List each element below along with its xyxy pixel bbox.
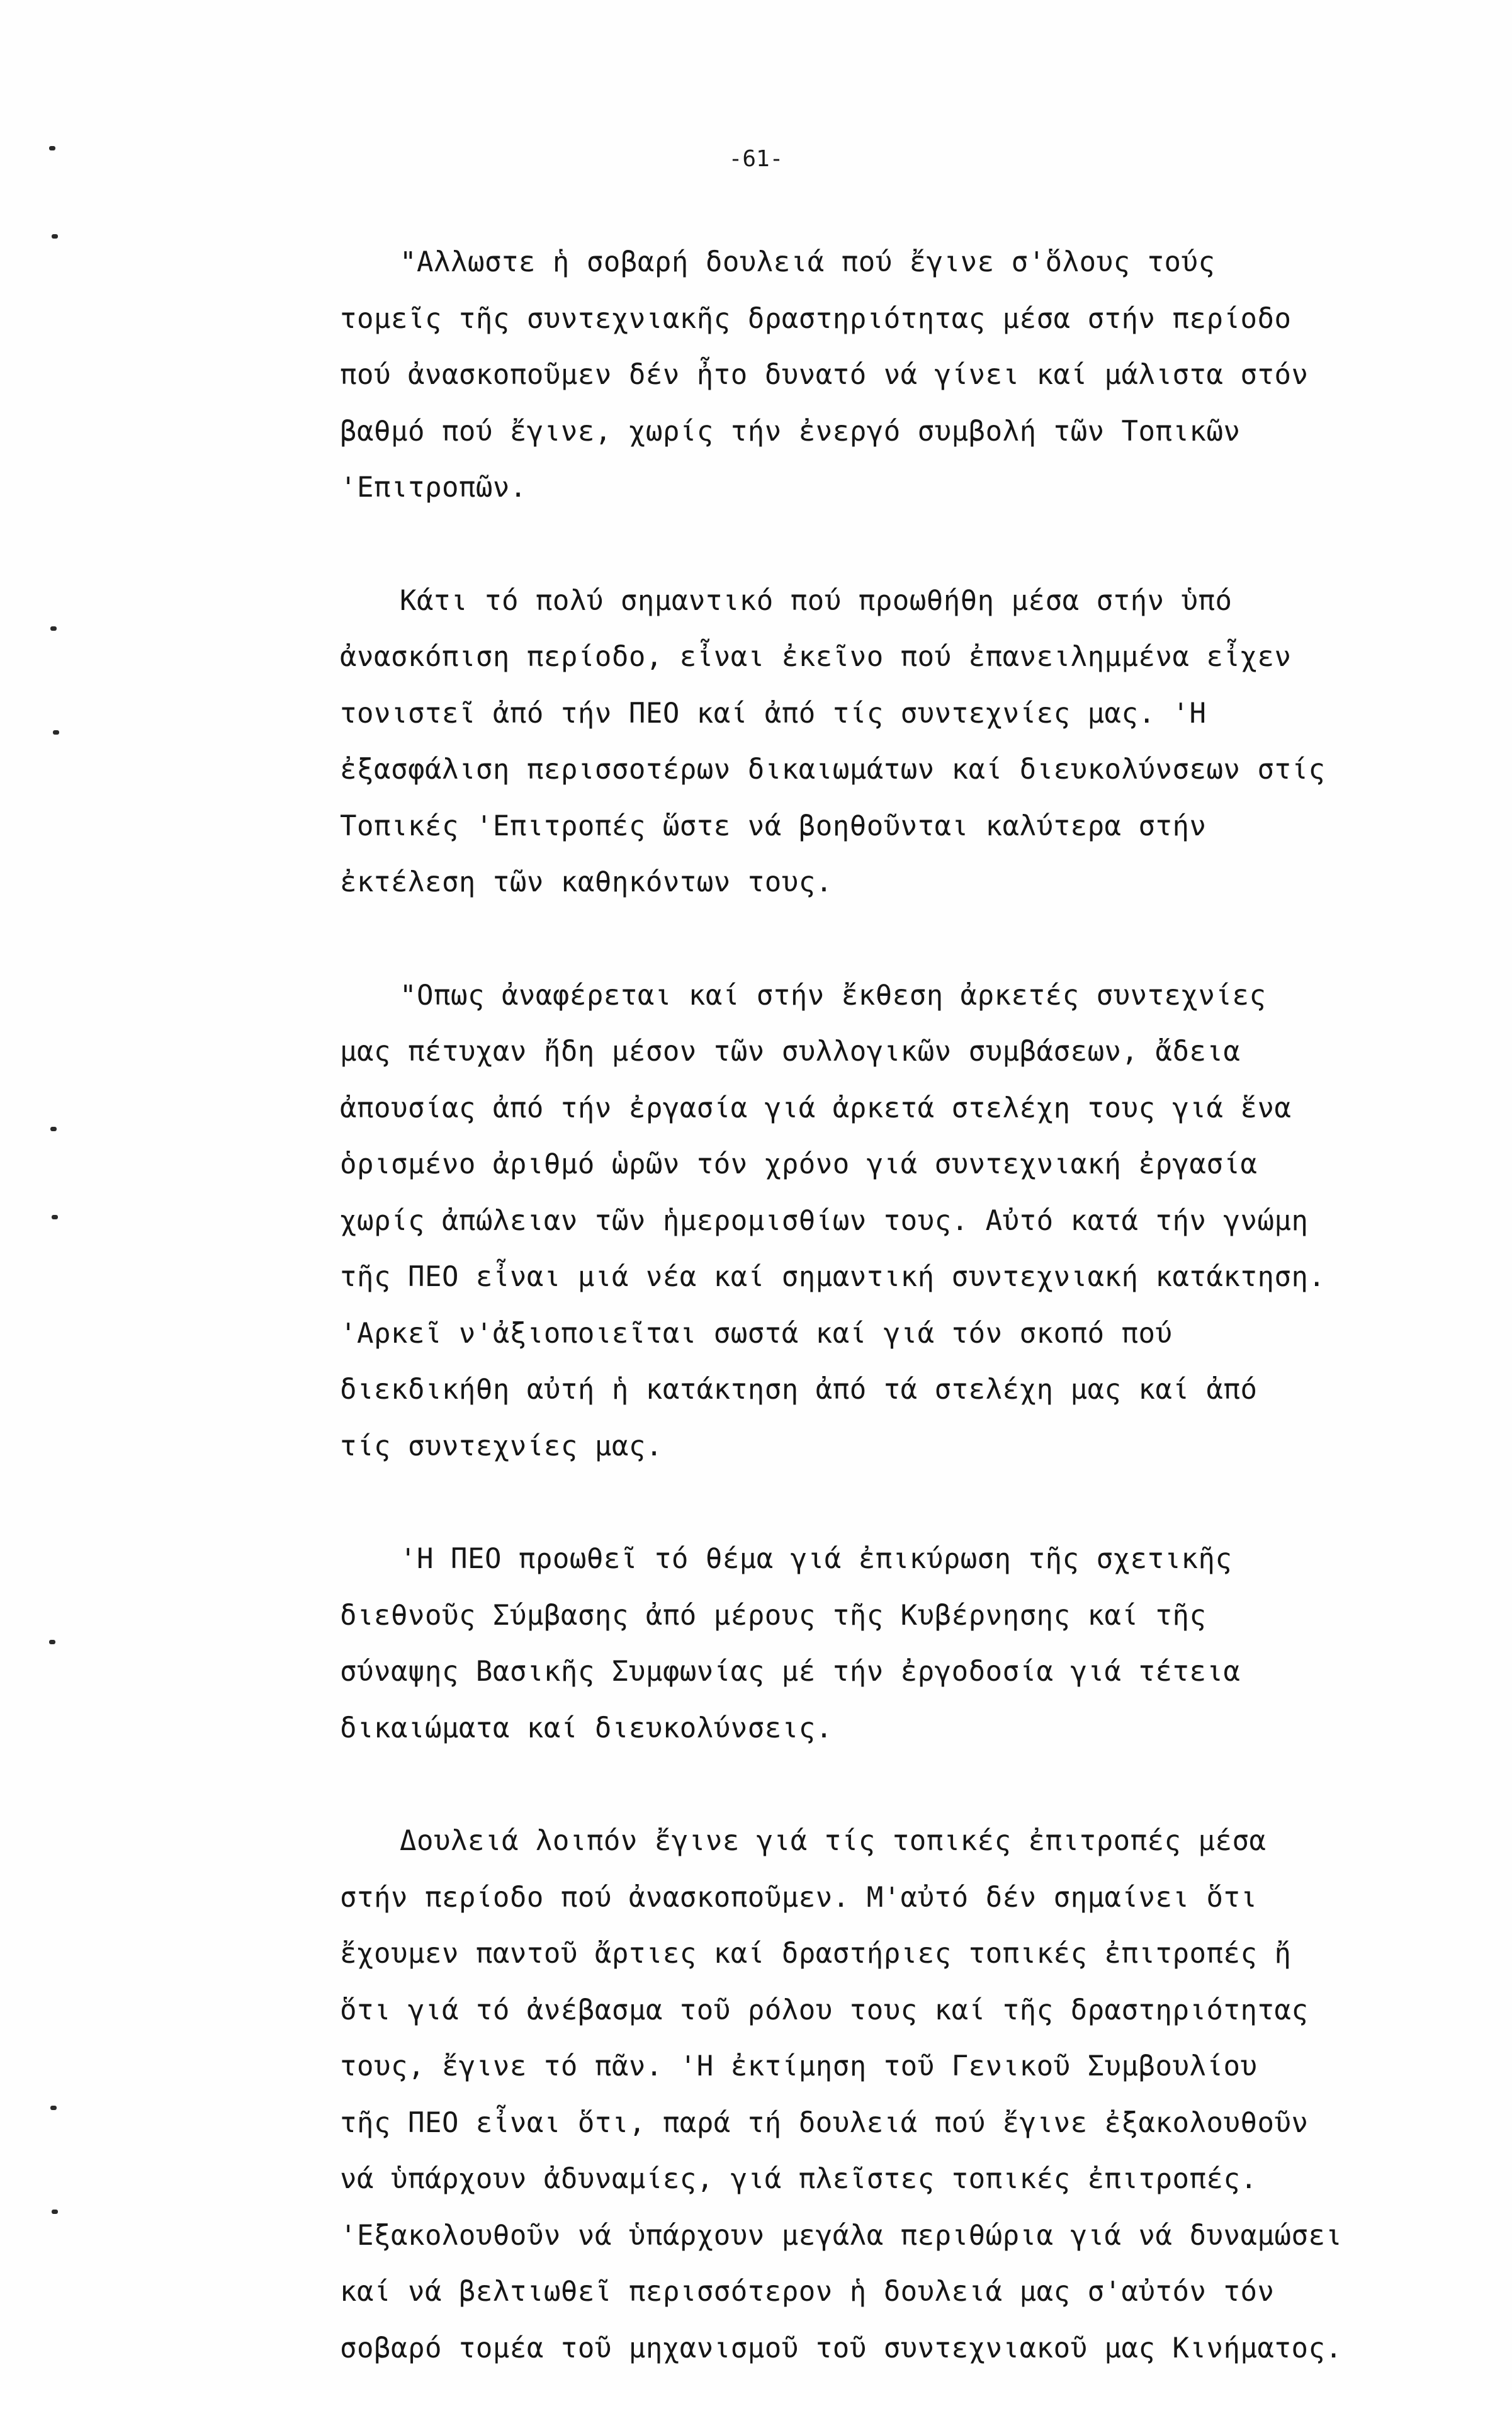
scan-speck [49,1640,55,1644]
text-line: ἐκτέλεση τῶν καθηκόντων τους. [340,866,833,898]
text-line: στήν περίοδο πού ἀνασκοποῦμεν. Μ'αὐτό δέν σημαίνει ὅτι [340,1881,1258,1914]
text-line: ὅτι γιά τό ἀνέβασμα τοῦ ρόλου τους καί τῆς δραστηριότητας [340,1994,1309,2026]
text-line: βαθμό πού ἔγινε, χωρίς τήν ἐνεργό συμβολή τῶν Τοπικῶν [340,415,1241,448]
paragraph-3 [340,968,1473,1475]
scan-speck [53,730,59,735]
scan-speck [52,1215,58,1219]
paragraph-5 [340,1813,1473,2376]
text-line: ὁρισμένο ἀριθμό ὡρῶν τόν χρόνο γιά συντεχνιακή ἐργασία [340,1148,1258,1180]
text-line: ἔχουμεν παντοῦ ἄρτιες καί δραστήριες τοπικές ἐπιτροπές ἤ [340,1938,1292,1970]
text-line: "Οπως ἀναφέρεται καί στήν ἔκθεση ἀρκετές συντεχνίες [400,979,1267,1012]
text-line: τομεῖς τῆς συντεχνιακῆς δραστηριότητας μέσα στήν περίοδο [340,302,1292,335]
text-line: Τοπικές 'Επιτροπές ὥστε νά βοηθοῦνται καλύτερα στήν [340,810,1207,842]
paragraph-2 [340,573,1473,911]
text-line: Κάτι τό πολύ σημαντικό πού προωθήθη μέσα στήν ὑπό [400,584,1233,617]
text-line: διεκδικήθη αὐτή ἡ κατάκτηση ἀπό τά στελέχη μας καί ἀπό [340,1374,1258,1406]
text-line: τονιστεῖ ἀπό τήν ΠΕΟ καί ἀπό τίς συντεχνίες μας. 'Η [340,697,1207,730]
text-line: νά ὑπάρχουν ἀδυναμίες, γιά πλεῖστες τοπικές ἐπιτροπές. [340,2163,1258,2195]
paragraph-1 [340,234,1473,516]
text-line: "Αλλωστε ἡ σοβαρή δουλειά πού ἔγινε σ'ὅλους τούς [400,246,1216,278]
text-line: δικαιώματα καί διευκολύνσεις. [340,1712,833,1744]
text-line: σοβαρό τομέα τοῦ μηχανισμοῦ τοῦ συντεχνιακοῦ μας Κινήματος. [340,2332,1343,2364]
text-line: 'Η ΠΕΟ προωθεῖ τό θέμα γιά ἐπικύρωση τῆς σχετικῆς [400,1543,1233,1575]
text-line: ἐξασφάλιση περισσοτέρων δικαιωμάτων καί διευκολύνσεων στίς [340,754,1326,786]
scan-speck [50,2106,57,2110]
scan-speck [52,234,58,239]
text-line: Δουλειά λοιπόν ἔγινε γιά τίς τοπικές ἐπιτροπές μέσα [400,1825,1267,1857]
scan-speck [50,626,57,631]
paragraph-4 [340,1531,1473,1756]
text-line: ἀνασκόπιση περίοδο, εἶναι ἐκεῖνο πού ἐπανειλημμένα εἶχεν [340,641,1292,673]
text-line: χωρίς ἀπώλειαν τῶν ἡμερομισθίων τους. Αὐτό κατά τήν γνώμη [340,1204,1309,1237]
text-line: 'Εξακολουθοῦν νά ὑπάρχουν μεγάλα περιθώρια γιά νά δυναμώσει [340,2219,1343,2252]
scan-speck [52,2210,58,2214]
text-line: διεθνοῦς Σύμβασης ἀπό μέρους τῆς Κυβέρνησης καί τῆς [340,1599,1207,1632]
text-line: τίς συντεχνίες μας. [340,1430,663,1462]
page-number: -61- [728,146,784,172]
text-line: τους, ἔγινε τό πᾶν. 'Η ἐκτίμηση τοῦ Γενικοῦ Συμβουλίου [340,2050,1258,2082]
text-line: μας πέτυχαν ἤδη μέσον τῶν συλλογικῶν συμβάσεων, ἄδεια [340,1036,1241,1068]
document-body [340,234,1473,2433]
text-line: σύναψης Βασικῆς Συμφωνίας μέ τήν ἐργοδοσία γιά τέτεια [340,1656,1241,1688]
text-line: 'Αρκεῖ ν'ἀξιοποιεῖται σωστά καί γιά τόν σκοπό πού [340,1317,1173,1350]
text-line: τῆς ΠΕΟ εἶναι ὅτι, παρά τή δουλειά πού ἔγινε ἐξακολουθοῦν [340,2106,1309,2139]
text-line: τῆς ΠΕΟ εἶναι μιά νέα καί σημαντική συντεχνιακή κατάκτηση. [340,1261,1326,1293]
text-line: πού ἀνασκοποῦμεν δέν ἦτο δυνατό νά γίνει καί μάλιστα στόν [340,359,1309,391]
text-line: ἀπουσίας ἀπό τήν ἐργασία γιά ἀρκετά στελέχη τους γιά ἕνα [340,1092,1292,1124]
text-line: 'Επιτροπῶν. [340,471,527,504]
scan-speck [50,1127,57,1131]
text-line: καί νά βελτιωθεῖ περισσότερον ἡ δουλειά μας σ'αὐτόν τόν [340,2276,1275,2308]
